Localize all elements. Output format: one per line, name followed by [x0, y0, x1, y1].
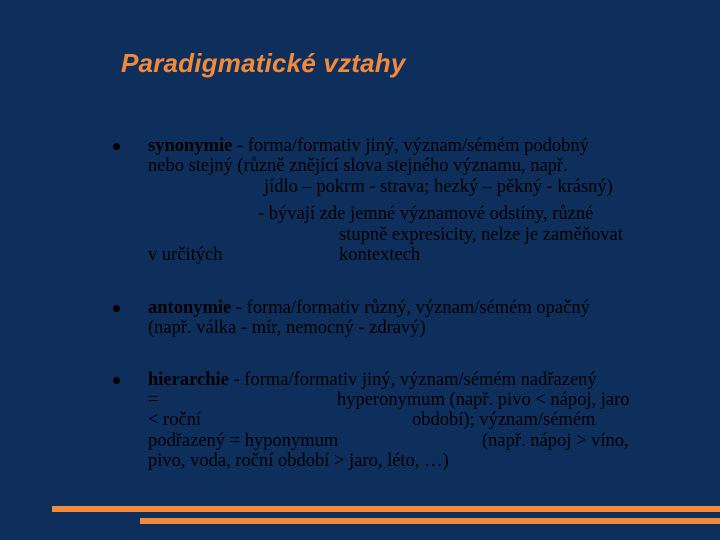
text-hierarchie-5: období); význam/sémém [412, 410, 596, 430]
accent-bar-top [52, 506, 720, 512]
text-antonymie-1: - forma/formativ různý, význam/sémém opačný [231, 298, 590, 318]
term-antonymie: antonymie [148, 298, 232, 318]
text-hierarchie-7: (např. nápoj > víno, [482, 431, 629, 451]
accent-bar-bottom [140, 518, 720, 524]
text-hierarchie-3: hyperonymum (např. pivo < nápoj, jaro [337, 390, 630, 410]
text-hierarchie-4: < roční [148, 410, 202, 430]
text-hierarchie-6: podřazený = hyponymum [148, 431, 339, 451]
text-synonymie-4: - bývají zde jemné významové odstíny, různé [258, 204, 594, 224]
text-hierarchie-2: = [148, 390, 159, 410]
text-synonymie-3: jídlo – pokrm - strava; hezký – pěkný - krásný) [264, 177, 613, 197]
bullet-icon [113, 143, 120, 150]
term-synonymie: synonymie [148, 136, 233, 156]
bullet-icon [113, 305, 120, 312]
text-synonymie-6: v určitých [148, 245, 223, 265]
text-synonymie-7: kontextech [339, 245, 421, 265]
term-hierarchie: hierarchie [148, 370, 229, 390]
bullet-icon [113, 377, 120, 384]
text-hierarchie-1: - forma/formativ jiný, význam/sémém nadřazený [228, 370, 597, 390]
slide-title: Paradigmatické vztahy [121, 48, 406, 78]
text-synonymie-1: - forma/formativ jiný, význam/sémém podobný [232, 136, 589, 156]
text-synonymie-5: stupně expresicity, nelze je zaměňovat [339, 225, 623, 245]
list-item-synonymie-line-1 [148, 136, 589, 156]
text-hierarchie-8: pivo, voda, roční období > jaro, léto, …) [148, 451, 449, 471]
text-antonymie-2: (např. válka - mír, nemocný - zdravý) [148, 318, 426, 338]
list-item-hierarchie-line-1 [148, 370, 597, 390]
text-synonymie-2: nebo stejný (různě znějící slova stejného významu, např. [148, 156, 568, 176]
list-item-antonymie-line-1 [148, 298, 590, 318]
